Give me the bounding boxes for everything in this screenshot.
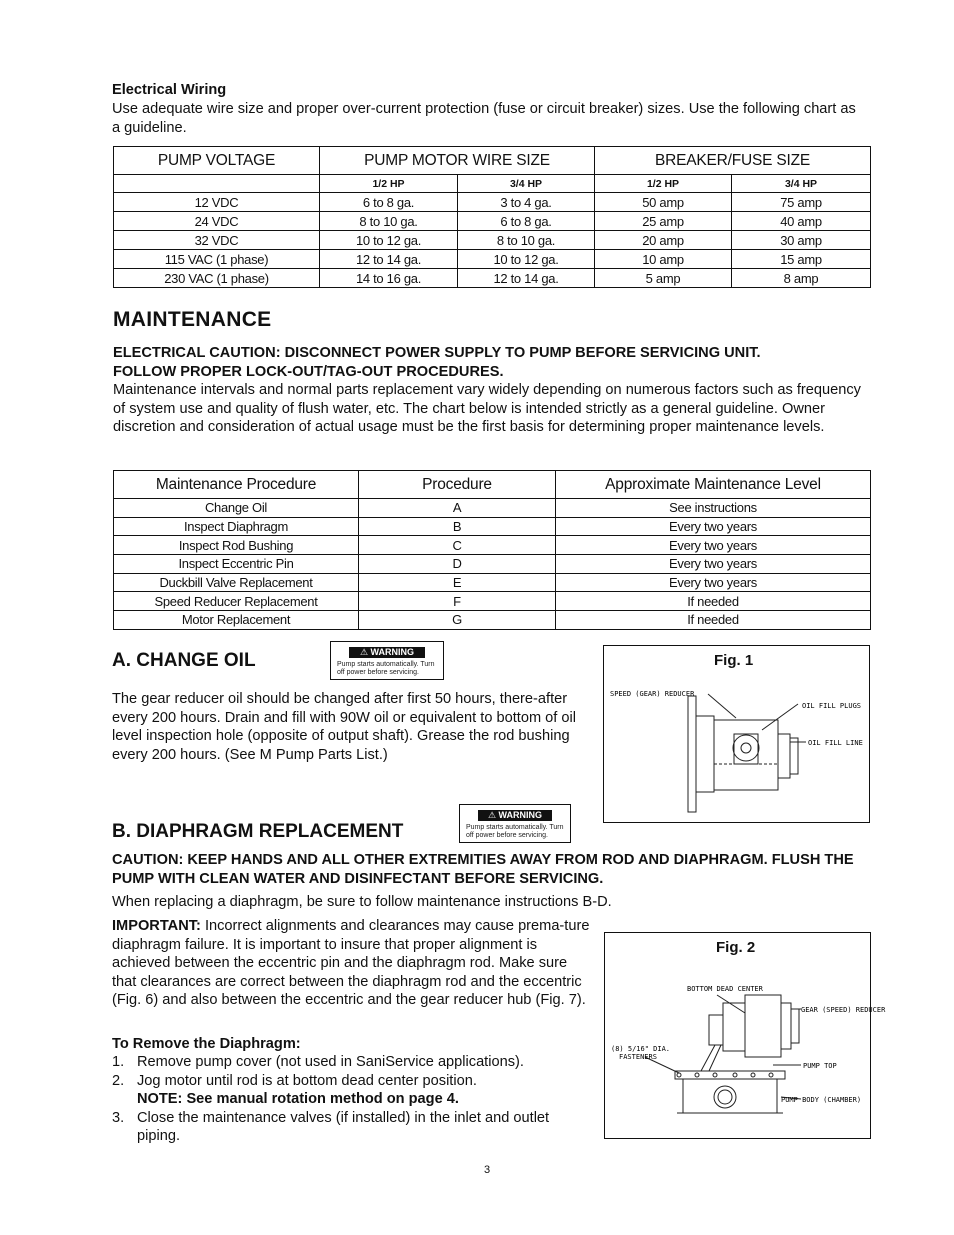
cell-breaker-three-quarter: 40 amp bbox=[732, 212, 871, 231]
figure-1 bbox=[603, 645, 870, 823]
header-pump-voltage: PUMP VOLTAGE bbox=[114, 147, 320, 175]
warning-label bbox=[459, 804, 571, 843]
electrical-heading: Electrical Wiring bbox=[112, 82, 227, 98]
cell-procedure-name: Inspect Rod Bushing bbox=[114, 536, 359, 555]
cell-maintenance-level: If needed bbox=[556, 611, 871, 630]
cell-wire-half: 10 to 12 ga. bbox=[320, 231, 458, 250]
step-text: Jog motor until rod is at bottom dead center position. bbox=[137, 1072, 477, 1089]
cell-procedure-code: B bbox=[359, 517, 556, 536]
change-oil-body: The gear reducer oil should be changed after first 50 hours, there-after every 200 hours. Drain and fill with 90W oil or equivalent to bottom of oil level inspection hole (opposite of output shaft). Grease the rod bushing every 200 hours. (See M Pump Parts List.) bbox=[112, 691, 576, 763]
change-oil-title: A. CHANGE OIL bbox=[112, 650, 256, 671]
step-text: Remove pump cover (not used in SaniService applications). bbox=[137, 1054, 524, 1070]
cell-voltage: 12 VDC bbox=[114, 193, 320, 212]
table-row bbox=[114, 611, 871, 630]
header-wire-size: PUMP MOTOR WIRE SIZE bbox=[320, 147, 595, 175]
cell-procedure-code: G bbox=[359, 611, 556, 630]
cell-wire-half: 14 to 16 ga. bbox=[320, 269, 458, 288]
remove-steps bbox=[112, 1053, 592, 1146]
cell-wire-half: 12 to 14 ga. bbox=[320, 250, 458, 269]
cell-wire-three-quarter: 10 to 12 ga. bbox=[458, 250, 595, 269]
header-breaker-size: BREAKER/FUSE SIZE bbox=[595, 147, 871, 175]
cell-wire-three-quarter: 3 to 4 ga. bbox=[458, 193, 595, 212]
table-row bbox=[114, 269, 871, 288]
warning-label bbox=[330, 641, 444, 680]
subheader-breaker-three-quarter-hp: 3/4 HP bbox=[732, 175, 871, 193]
cell-breaker-half: 20 amp bbox=[595, 231, 732, 250]
table-row bbox=[114, 592, 871, 611]
maintenance-title: MAINTENANCE bbox=[113, 308, 272, 331]
cell-procedure-name: Inspect Diaphragm bbox=[114, 517, 359, 536]
label-fasteners: FASTENERS bbox=[619, 1053, 657, 1061]
header-procedure: Procedure bbox=[359, 471, 556, 499]
warning-text: WARNING bbox=[370, 647, 415, 657]
cell-procedure-code: A bbox=[359, 499, 556, 518]
cell-procedure-name: Change Oil bbox=[114, 499, 359, 518]
step-number: 1. bbox=[112, 1054, 125, 1070]
cell-breaker-half: 10 amp bbox=[595, 250, 732, 269]
cell-voltage: 115 VAC (1 phase) bbox=[114, 250, 320, 269]
table-row bbox=[114, 573, 871, 592]
diaphragm-intro: When replacing a diaphragm, be sure to follow maintenance instructions B-D. bbox=[112, 894, 612, 910]
label-gear-reducer: GEAR (SPEED) REDUCER bbox=[801, 1006, 886, 1014]
cell-maintenance-level: If needed bbox=[556, 592, 871, 611]
electrical-caution: ELECTRICAL CAUTION: DISCONNECT POWER SUPPLY TO PUMP BEFORE SERVICING UNIT. FOLLOW PROPER LOCK-OUT/TAG-OUT PROCEDURES. bbox=[113, 345, 761, 380]
pump-assembly-diagram bbox=[605, 933, 886, 1138]
warning-icon: ⚠ bbox=[359, 647, 371, 657]
important-paragraph bbox=[112, 917, 592, 1010]
warning-banner bbox=[349, 647, 425, 658]
table-row bbox=[114, 517, 871, 536]
subheader-wire-half-hp: 1/2 HP bbox=[320, 175, 458, 193]
cell-breaker-three-quarter: 30 amp bbox=[732, 231, 871, 250]
cell-maintenance-level: Every two years bbox=[556, 517, 871, 536]
label-speed-reducer: SPEED (GEAR) REDUCER bbox=[610, 690, 695, 698]
cell-voltage: 230 VAC (1 phase) bbox=[114, 269, 320, 288]
important-body: Incorrect alignments and clearances may cause prema-ture diaphragm failure. It is important to insure that proper alignment is achieved between the eccentric pin and the diaphragm rod. Make sure that clearances are correct between the diaphragm rod and the eccentric (Fig. 6) and also between the eccentric and the gear reducer hub (Fig. 7). bbox=[112, 918, 590, 1008]
cell-voltage: 32 VDC bbox=[114, 231, 320, 250]
cell-wire-half: 6 to 8 ga. bbox=[320, 193, 458, 212]
table-row bbox=[114, 499, 871, 518]
cell-procedure-code: C bbox=[359, 536, 556, 555]
label-fasteners: (8) 5/16" DIA. bbox=[611, 1045, 671, 1053]
cell-maintenance-level: See instructions bbox=[556, 499, 871, 518]
cell-breaker-three-quarter: 75 amp bbox=[732, 193, 871, 212]
figure-2-label: Fig. 2 bbox=[716, 939, 756, 956]
figure-1-label: Fig. 1 bbox=[714, 652, 754, 669]
table-row bbox=[114, 250, 871, 269]
table-row bbox=[114, 231, 871, 250]
label-oil-fill-line: OIL FILL LINE bbox=[808, 739, 863, 747]
figure-2 bbox=[604, 932, 886, 1139]
cell-procedure-code: E bbox=[359, 573, 556, 592]
label-pump-top: PUMP TOP bbox=[803, 1062, 837, 1070]
subheader-breaker-half-hp: 1/2 HP bbox=[595, 175, 732, 193]
important-label: IMPORTANT: bbox=[112, 918, 201, 934]
cell-procedure-code: D bbox=[359, 555, 556, 574]
diaphragm-caution: CAUTION: KEEP HANDS AND ALL OTHER EXTREMITIES AWAY FROM ROD AND DIAPHRAGM. FLUSH THE PUMP WITH CLEAN WATER AND DISINFECTANT BEFORE SERVICING. bbox=[112, 852, 854, 887]
gear-reducer-diagram bbox=[604, 646, 869, 822]
header-maintenance-procedure: Maintenance Procedure bbox=[114, 471, 359, 499]
warning-line: off power before servicing. bbox=[337, 669, 419, 676]
label-pump-body: PUMP BODY (CHAMBER) bbox=[781, 1096, 862, 1104]
cell-procedure-name: Speed Reducer Replacement bbox=[114, 592, 359, 611]
cell-breaker-half: 5 amp bbox=[595, 269, 732, 288]
step-number: 2. bbox=[112, 1072, 125, 1089]
cell-breaker-three-quarter: 15 amp bbox=[732, 250, 871, 269]
warning-line: Pump starts automatically. Turn bbox=[337, 661, 435, 668]
label-oil-fill-plugs: OIL FILL PLUGS bbox=[802, 702, 862, 710]
cell-breaker-half: 50 amp bbox=[595, 193, 732, 212]
warning-banner bbox=[478, 810, 552, 821]
table-row bbox=[114, 536, 871, 555]
step-text: Close the maintenance valves (if installed) in the inlet and outlet piping. bbox=[137, 1109, 550, 1144]
cell-maintenance-level: Every two years bbox=[556, 573, 871, 592]
subheader-blank bbox=[114, 175, 320, 193]
list-item bbox=[112, 1053, 592, 1072]
cell-maintenance-level: Every two years bbox=[556, 555, 871, 574]
step-note: NOTE: See manual rotation method on page 4. bbox=[137, 1091, 459, 1107]
diaphragm-title: B. DIAPHRAGM REPLACEMENT bbox=[112, 821, 404, 842]
remove-diaphragm-heading: To Remove the Diaphragm: bbox=[112, 1036, 301, 1052]
cell-wire-three-quarter: 6 to 8 ga. bbox=[458, 212, 595, 231]
list-item bbox=[112, 1109, 592, 1146]
maintenance-body: Maintenance intervals and normal parts replacement vary widely depending on numerous factors such as frequency of system use and quality of flush water, etc. The chart below is intended strictly as a general guideline. Owner discretion and consideration of actual usage must be the first basis for determining proper maintenance levels. bbox=[113, 382, 861, 435]
cell-breaker-half: 25 amp bbox=[595, 212, 732, 231]
cell-procedure-name: Duckbill Valve Replacement bbox=[114, 573, 359, 592]
warning-line: Pump starts automatically. Turn bbox=[466, 824, 564, 831]
header-maintenance-level: Approximate Maintenance Level bbox=[556, 471, 871, 499]
cell-procedure-code: F bbox=[359, 592, 556, 611]
list-item bbox=[112, 1090, 592, 1109]
cell-wire-half: 8 to 10 ga. bbox=[320, 212, 458, 231]
label-bottom-dead-center: BOTTOM DEAD CENTER bbox=[687, 985, 763, 993]
cell-wire-three-quarter: 12 to 14 ga. bbox=[458, 269, 595, 288]
table-row bbox=[114, 193, 871, 212]
cell-procedure-name: Inspect Eccentric Pin bbox=[114, 555, 359, 574]
cell-wire-three-quarter: 8 to 10 ga. bbox=[458, 231, 595, 250]
cell-breaker-three-quarter: 8 amp bbox=[732, 269, 871, 288]
electrical-intro: Use adequate wire size and proper over-current protection (fuse or circuit breaker) sizes. Use the following chart as a guideline. bbox=[112, 101, 856, 136]
warning-text: WARNING bbox=[498, 810, 543, 820]
cell-voltage: 24 VDC bbox=[114, 212, 320, 231]
page-number: 3 bbox=[484, 1164, 491, 1176]
warning-icon: ⚠ bbox=[487, 810, 499, 820]
subheader-wire-three-quarter-hp: 3/4 HP bbox=[458, 175, 595, 193]
step-number: 3. bbox=[112, 1109, 125, 1126]
maintenance-table bbox=[113, 470, 871, 630]
cell-procedure-name: Motor Replacement bbox=[114, 611, 359, 630]
warning-line: off power before servicing. bbox=[466, 832, 548, 839]
table-row bbox=[114, 212, 871, 231]
wire-size-table bbox=[113, 146, 871, 288]
table-row bbox=[114, 555, 871, 574]
list-item bbox=[112, 1072, 592, 1091]
cell-maintenance-level: Every two years bbox=[556, 536, 871, 555]
